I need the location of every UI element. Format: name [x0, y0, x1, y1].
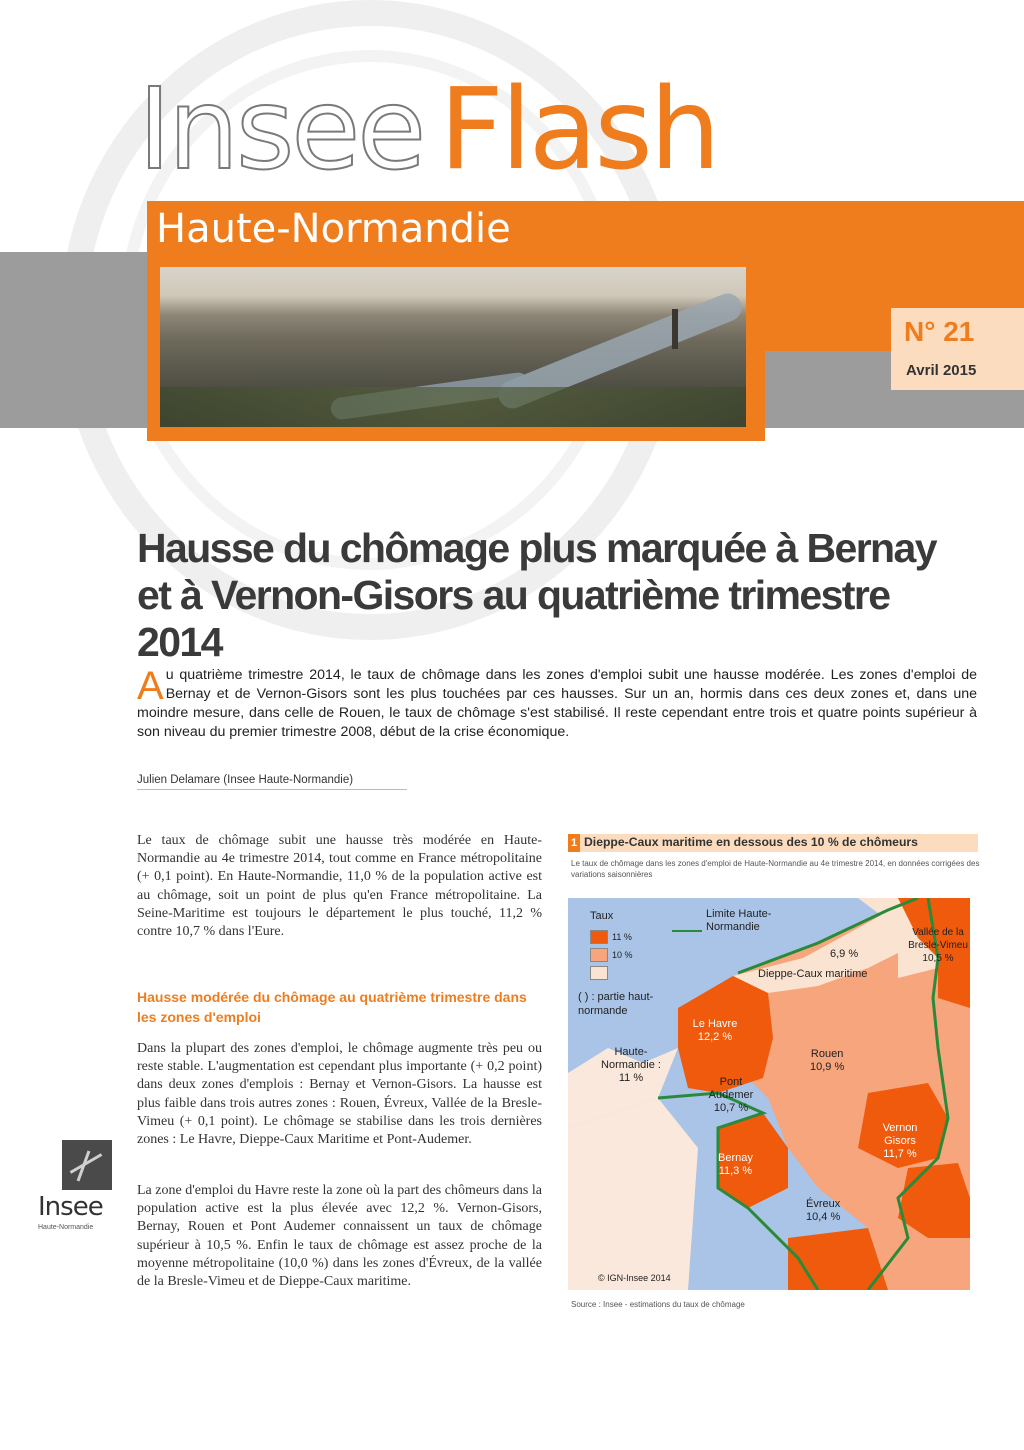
map-label-hn: Haute-Normandie : 11 % [601, 1046, 661, 1084]
legend-swatch-high [590, 930, 608, 944]
map-label-dieppe: Dieppe-Caux maritime [758, 968, 868, 980]
article-lead [137, 666, 977, 742]
legend-note: ( ) : partie haut-normande [578, 991, 654, 1017]
paragraph-3: La zone d'emploi du Havre reste la zone où la part des chômeurs dans la population active est la plus élevée avec 12,2 %. Vernon-Gisors, Bernay, Rouen et Pont Audemer connaissent un taux de chômage supérieur à 10,5 %. Enfin le taux de chômage est assez proche de la moyenne métropolitaine (10,0 %) dans les zones d'Évreux, de la vallée de la Bresle-Vimeu et de Dieppe-Caux maritime. [137, 1183, 542, 1290]
section-heading: Hausse modérée du chômage au quatrième trimestre dans les zones d'emploi [137, 989, 527, 1025]
figure-number: 1 [568, 834, 580, 852]
issue-number: N° 21 [904, 316, 975, 347]
figure-subtitle: Le taux de chômage dans les zones d'emploi de Haute-Normandie au 4e trimestre 2014, en données corrigées des variations saisonnières [571, 859, 980, 879]
brand-flash: Flash [439, 65, 718, 195]
lead-dropcap: A [137, 664, 164, 708]
paragraph-1: Le taux de chômage subit une hausse très modérée en Haute-Normandie au 4e trimestre 2014, tout comme en France métropolitaine (+ 0,1 point). En Haute-Normandie, 11,0 % de la population active est au chômage, soit un point de plus qu'en France métropolitaine. La Seine-Maritime est toujours le département le plus touché, 11,2 % contre 10,7 % dans l'Eure. [137, 833, 542, 940]
legend-limit-line [672, 930, 702, 932]
map-label-dieppe-rate: 6,9 % [830, 948, 859, 960]
map-label-le-havre: Le Havre 12,2 % [692, 1018, 738, 1043]
paragraph-2: Dans la plupart des zones d'emploi, le chômage augmente très peu ou reste stable. L'augmentation est cependant plus importante (+ 0,2 point) dans deux zones d'emplois : Bernay et Vernon-Gisors. La hausse est plus faible dans trois autres zones : Rouen, Évreux, Vallée de la Bresle-Vimeu (+ 0,1 point). Le chômage se stabilise dans les trois dernières zones : Le Havre, Dieppe-Caux Maritime et Pont-Audemer. [137, 1041, 542, 1148]
issue-date: Avril 2015 [906, 362, 977, 379]
map-copyright: © IGN-Insee 2014 [598, 1273, 671, 1283]
map-label-bresle: Vallée de la Bresle-Vimeu 10,5 % [908, 927, 968, 964]
brand-insee: Insee [138, 65, 424, 195]
map-label-pont-audemer: Pont Audemer 10,7 % [708, 1076, 754, 1114]
map-label-evreux: Évreux 10,4 % [806, 1198, 841, 1223]
figure-source: Source : Insee - estimations du taux de chômage [571, 1300, 745, 1309]
lead-text: u quatrième trimestre 2014, le taux de chômage dans les zones d'emploi subit une hausse modérée. Les zones d'emploi de Bernay et de Vernon-Gisors sont les plus touchées par ces hausses. Sur un an, hormis dans ces deux zones et, dans une moindre mesure, dans celle de Rouen, le taux de chômage s'est stabilisé. Il reste cependant entre trois et quatre points supérieur à son niveau du premier trimestre 2008, début de la crise économique. [137, 667, 977, 740]
map-label-rouen: Rouen 10,9 % [810, 1048, 845, 1073]
article-title: Hausse du chômage plus marquée à Bernay et à Vernon-Gisors au quatrième trimestre 2014 [137, 525, 936, 665]
legend-limit-label: Limite Haute-Normandie [706, 908, 772, 933]
insee-logo-word: Insee [38, 1192, 103, 1222]
map-label-bernay: Bernay 11,3 % [718, 1152, 753, 1177]
brand-title [138, 65, 718, 195]
author-line: Julien Delamare (Insee Haute-Normandie) [137, 774, 407, 790]
legend-label-high: 11 % [612, 932, 632, 942]
figure-title: Dieppe-Caux maritime en dessous des 10 % de chômeurs [584, 835, 918, 849]
legend-label-mid: 10 % [612, 950, 633, 960]
city-photo [160, 267, 746, 427]
insee-logo-sub: Haute-Normandie [38, 1224, 94, 1231]
legend-title: Taux [590, 910, 614, 922]
insee-logo-mark [62, 1140, 112, 1190]
map-label-vernon: Vernon Gisors 11,7 % [882, 1122, 918, 1160]
region-name: Haute-Normandie [156, 206, 511, 252]
outside-area-south [568, 1098, 698, 1290]
insee-logo [38, 1140, 118, 1232]
legend-swatch-low [590, 966, 608, 980]
legend-swatch-mid [590, 948, 608, 962]
